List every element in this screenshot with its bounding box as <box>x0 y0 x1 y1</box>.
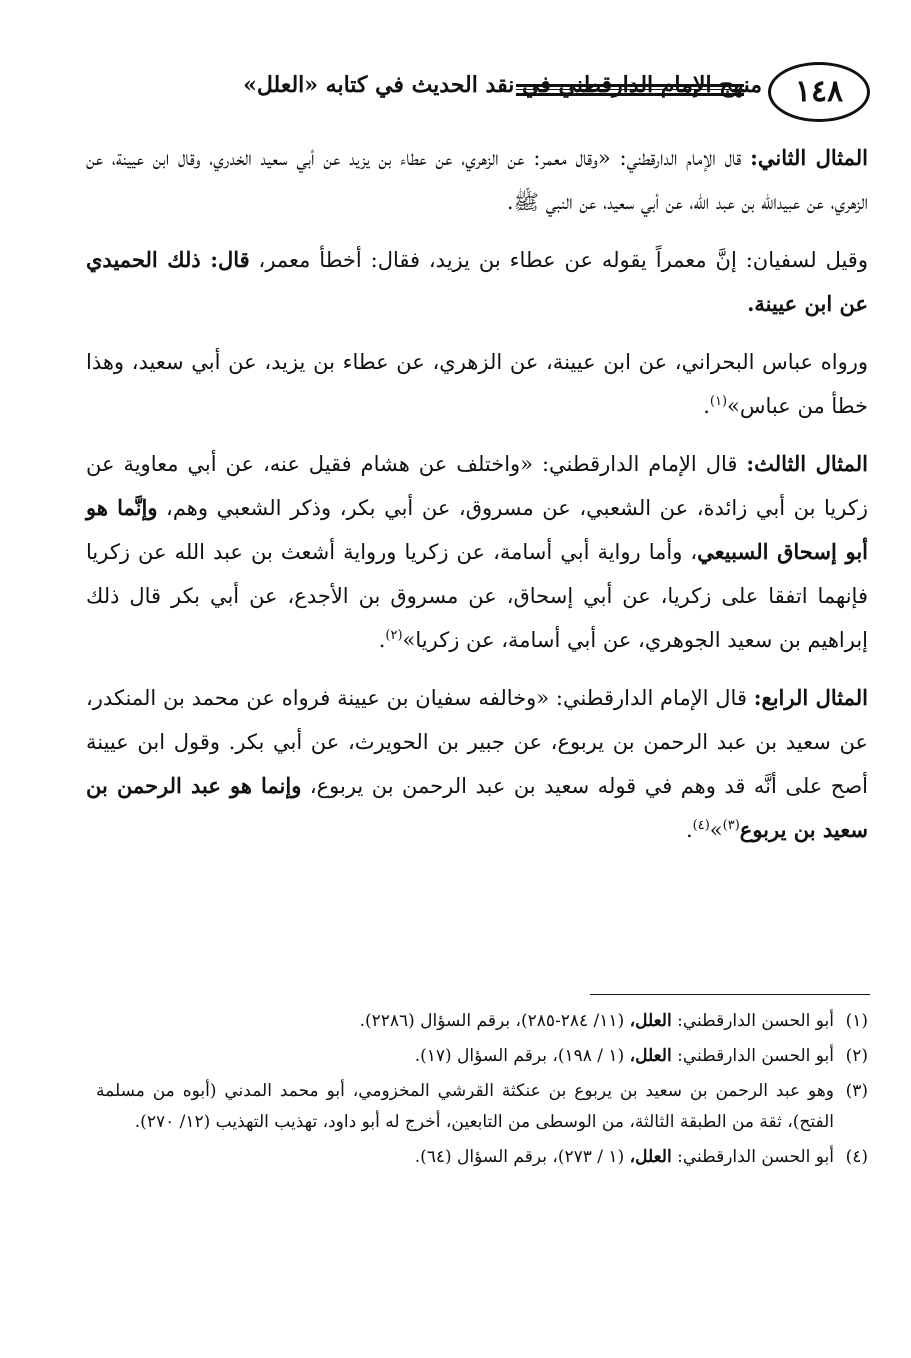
footnote-book-title: العلل، <box>629 1011 672 1031</box>
paragraph-tail: . <box>685 818 693 842</box>
footnote-ref-4[interactable]: (٤) <box>692 818 710 833</box>
footnote-book-title: العلل، <box>629 1147 672 1167</box>
example-heading: المثال الثاني: <box>750 145 869 170</box>
footnote-ref-2[interactable]: (٢) <box>385 628 403 643</box>
main-text <box>86 136 868 866</box>
footnote-1 <box>96 1006 868 1037</box>
paragraph-tail: . <box>378 628 386 652</box>
footnote-ref-3[interactable]: (٣) <box>722 818 740 833</box>
footnote-text: أبو الحسن الدارقطني: <box>671 1147 834 1167</box>
paragraph-text: قال الإمام الدارقطني: «وقال معمر: عن الزهري، عن عطاء بن يزيد عن أبي سعيد الخدري، وقال ابن عيينة، عن الزهري، عن عبيدالله بن عبد الله، عن أبي سعيد، عن النبي ﷺ. <box>86 146 868 214</box>
paragraph-text: وقيل لسفيان: إنَّ معمراً يقوله عن عطاء بن يزيد، فقال: أخطأ معمر، <box>249 248 868 272</box>
paragraph-text: قال الإمام الدارقطني: «وخالفه سفيان بن عيينة فرواه عن محمد بن المنكدر، عن سعيد بن عبد الرحمن بن يربوع، عن جبير بن الحويرث، عن أبي بكر. وقول ابن عيينة أصح على أنَّه قد وهم في قوله سعيد بن عبد الرحمن بن يربوع، <box>86 686 868 798</box>
footnote-book-title: العلل، <box>629 1046 672 1066</box>
paragraph-emphasis: وإنما هو عبد الرحمن بن سعيد بن يربوع <box>86 773 868 842</box>
running-title: منهج الإمام الدارقطني في نقد الحديث في كتابه «العلل» <box>243 72 762 98</box>
header-rule <box>516 84 744 96</box>
footnote-mark: (٣) <box>845 1081 868 1101</box>
paragraph-abbas <box>86 340 868 428</box>
footnote-ref-1[interactable]: (١) <box>709 394 728 409</box>
paragraph-emphasis: وإنَّما هو أبو إسحاق السبيعي <box>86 495 868 564</box>
footnote-text: وهو عبد الرحمن بن سعيد بن يربوع بن عنكثة القرشي المخزومي، أبو محمد المدني (أبوه من مسلمة الفتح)، ثقة من الطبقة الثالثة، من الوسطى من التابعين، أخرج له أبو داود، تهذيب التهذيب (١٢/ ٢٧٠). <box>96 1081 834 1132</box>
paragraph-text: ورواه عباس البحراني، عن ابن عيينة، عن الزهري، عن عطاء بن يزيد، عن أبي سعيد، وهذا خطأ من عباس» <box>86 350 868 418</box>
paragraph-text: قال الإمام الدارقطني: «واختلف عن هشام فقيل عنه، عن أبي معاوية عن زكريا بن أبي زائدة، عن الشعبي، عن مسروق، عن أبي بكر، وذكر الشعبي وهم، <box>86 452 868 520</box>
footnote-3 <box>96 1076 868 1138</box>
closing-quote: » <box>709 818 723 842</box>
footnote-separator <box>590 994 870 995</box>
footnote-2 <box>96 1041 868 1072</box>
footnote-mark: (١) <box>845 1011 868 1031</box>
paragraph-text-continued: ، وأما رواية أبي أسامة، عن زكريا ورواية أشعث بن عبد الله عن زكريا فإنهما اتفقا على زكريا، عن أبي إسحاق، عن مسروق بن الأجدع، عن أبي بكر قال ذلك إبراهيم بن سعيد الجوهري، عن أبي أسامة، عن زكريا» <box>86 540 868 652</box>
footnote-text: أبو الحسن الدارقطني: <box>671 1046 834 1066</box>
paragraph-example-4 <box>86 676 868 852</box>
paragraph-example-3 <box>86 442 868 662</box>
footnote-reference: (١١/ ٢٨٤-٢٨٥)، برقم السؤال (٢٢٨٦). <box>359 1011 630 1031</box>
example-heading: المثال الرابع: <box>753 685 868 710</box>
footnote-text: أبو الحسن الدارقطني: <box>671 1011 834 1031</box>
footnotes <box>96 1006 868 1177</box>
paragraph-sufyan <box>86 238 868 326</box>
page-number: ١٤٨ <box>768 62 870 122</box>
paragraph-emphasis: قال: ذلك الحميدي عن ابن عيينة. <box>86 247 868 316</box>
footnote-mark: (٤) <box>845 1147 868 1167</box>
footnote-mark: (٢) <box>845 1046 868 1066</box>
example-heading: المثال الثالث: <box>746 451 868 476</box>
footnote-reference: (١ / ٢٧٣)، برقم السؤال (٦٤). <box>414 1147 630 1167</box>
running-header <box>80 62 870 124</box>
paragraph-tail: . <box>703 394 710 418</box>
footnote-reference: (١ / ١٩٨)، برقم السؤال (١٧). <box>414 1046 630 1066</box>
footnote-4 <box>96 1142 868 1173</box>
paragraph-example-2 <box>86 136 868 224</box>
